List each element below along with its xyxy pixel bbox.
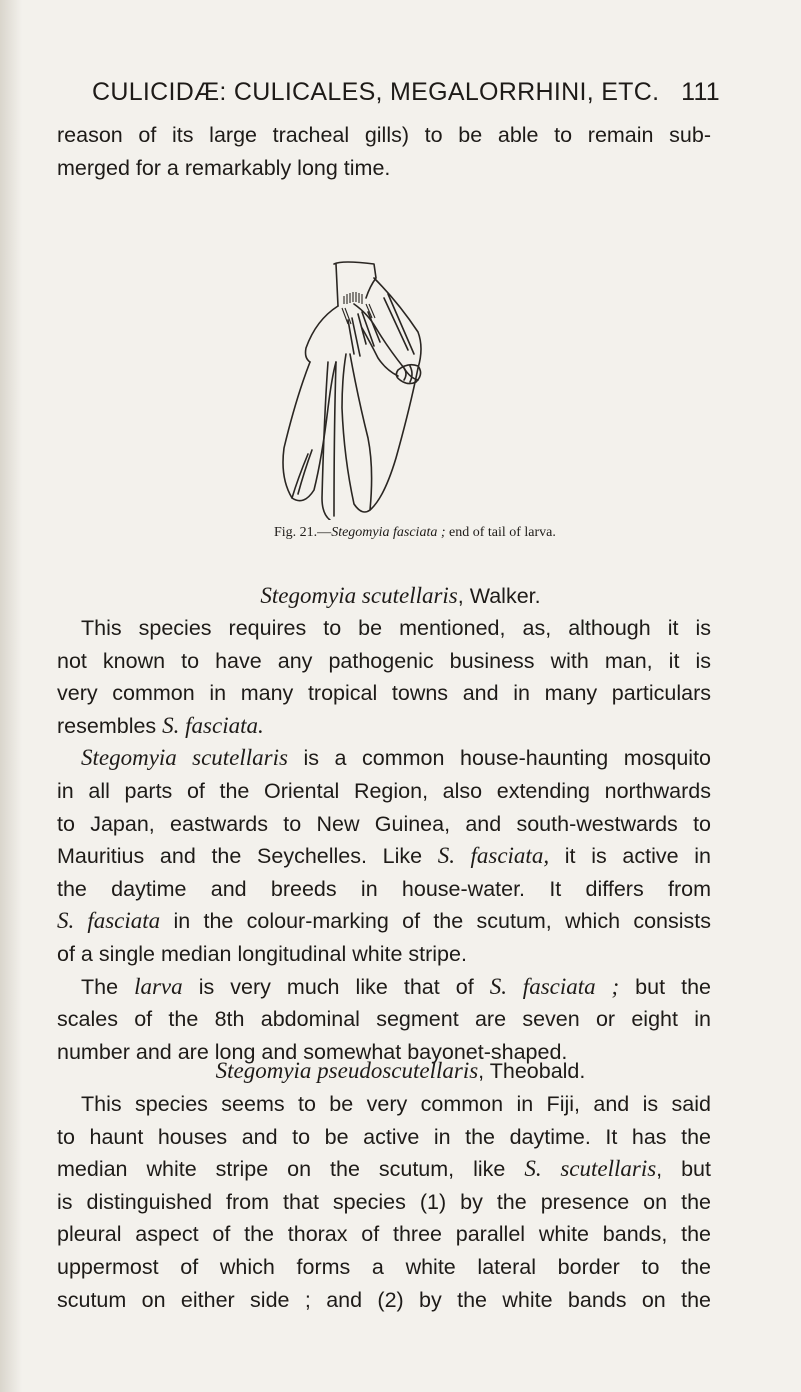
text-line: This species requires to be mentioned, as, although it is — [81, 616, 711, 640]
text-line: merged for a remarkably long time. — [57, 155, 391, 180]
larva-tail-illustration — [258, 258, 518, 520]
page-gutter-shadow — [0, 0, 22, 1392]
species-name: S. scutellaris — [524, 1156, 657, 1182]
text-line — [57, 971, 711, 1004]
text-fragment: but the — [619, 974, 711, 999]
figure-species: Stegomyia fasciata ; — [331, 525, 446, 540]
figure-label: Fig. 21.— — [274, 525, 332, 540]
text-line: uppermost of which forms a white lateral border to the — [57, 1254, 711, 1279]
text-line: to Japan, eastwards to New Guinea, and south-westwards to — [57, 811, 711, 836]
section-pseudoscutellaris-body — [57, 1088, 711, 1316]
species-name: S. fasciata, — [437, 843, 550, 869]
figure-description: end of tail of larva. — [445, 525, 556, 540]
italic-term: larva — [134, 973, 183, 999]
section-heading-scutellaris — [0, 580, 801, 613]
text-line: in all parts of the Oriental Region, also extending northwards — [57, 778, 711, 803]
text-fragment: , but — [656, 1157, 711, 1182]
text-line: to haunt houses and to be active in the daytime. It has the — [57, 1124, 711, 1149]
heading-species: Stegomyia scutellaris — [260, 583, 458, 608]
running-head — [92, 78, 720, 107]
species-name: S. fasciata. — [162, 712, 264, 738]
text-line — [57, 1153, 711, 1186]
text-line: scutum on either side ; and (2) by the white bands on the — [57, 1287, 711, 1312]
text-line: very common in many tropical towns and in many particulars — [57, 681, 711, 706]
text-fragment: in the colour-marking of the scutum, which consists — [160, 909, 711, 934]
text-line: reason of its large tracheal gills) to be able to remain sub- — [57, 123, 711, 147]
text-fragment: Mauritius and the Seychelles. Like — [57, 844, 438, 869]
text-fragment: is a common house-haunting mosquito — [287, 746, 712, 771]
text-line: the daytime and breeds in house-water. It differs from — [57, 876, 711, 901]
text-fragment: The — [81, 974, 135, 999]
text-line: is distinguished from that species (1) by the presence on the — [57, 1189, 711, 1214]
text-fragment: resembles — [57, 713, 163, 738]
text-line — [57, 840, 711, 873]
text-fragment: is very much like that of — [182, 974, 490, 999]
species-name: Stegomyia scutellaris — [81, 745, 288, 771]
text-line: This species seems to be very common in Fiji, and is said — [81, 1092, 711, 1116]
text-line: scales of the 8th abdominal segment are seven or eight in — [57, 1007, 711, 1032]
section-heading-pseudoscutellaris — [0, 1055, 801, 1088]
running-head-title: CULICIDÆ: CULICALES, MEGALORRHINI, ETC. — [92, 78, 660, 106]
text-line — [57, 710, 711, 743]
text-line: pleural aspect of the thorax of three parallel white bands, the — [57, 1222, 711, 1247]
figure-caption — [274, 525, 556, 541]
section-scutellaris-body — [57, 612, 711, 1068]
text-line: number and are long and somewhat bayonet-shaped. — [57, 1039, 568, 1064]
heading-species: Stegomyia pseudoscutellaris — [215, 1058, 479, 1083]
heading-author: , Walker. — [457, 584, 541, 608]
intro-paragraph — [57, 119, 711, 184]
text-line — [57, 742, 711, 775]
species-name: S. fasciata — [57, 908, 161, 934]
text-fragment: it is active in — [549, 844, 711, 869]
heading-author: , Theobald. — [478, 1059, 586, 1083]
text-line: of a single median longitudinal white stripe. — [57, 941, 467, 966]
page-number: 111 — [681, 78, 720, 106]
species-name: S. fasciata ; — [489, 973, 620, 999]
text-line: not known to have any pathogenic business with man, it is — [57, 648, 711, 673]
text-line — [57, 905, 711, 938]
text-fragment: median white stripe on the scutum, like — [57, 1157, 525, 1182]
